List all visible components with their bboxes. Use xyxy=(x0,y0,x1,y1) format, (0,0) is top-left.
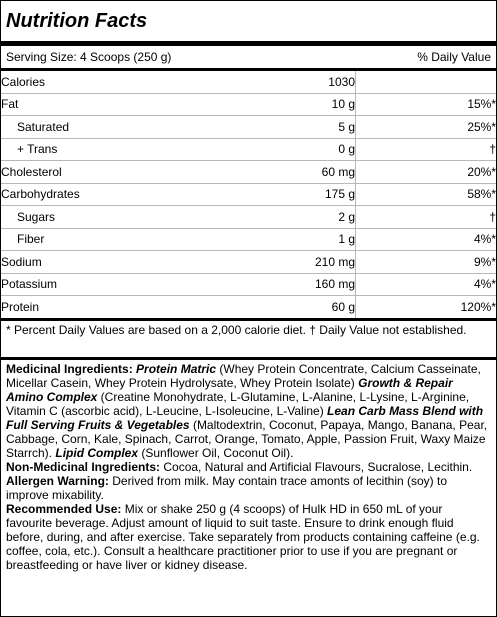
nutrient-amount: 10 g xyxy=(255,93,356,116)
carb-title: Lean Carb Mass Blend with Full Serving Fruits & Vegetables xyxy=(6,403,484,432)
nutrient-name: Fat xyxy=(1,93,255,116)
table-row xyxy=(1,206,496,229)
nutrient-dv: † xyxy=(356,138,497,161)
nutrient-dv: 58%* xyxy=(356,183,497,206)
table-row xyxy=(1,71,496,93)
nutrient-dv: 4%* xyxy=(356,273,497,296)
nutrient-amount: 5 g xyxy=(255,116,356,139)
nonmed-text: Cocoa, Natural and Artificial Flavours, Sucralose, Lecithin. xyxy=(160,459,473,474)
recommended-use xyxy=(6,502,491,572)
lipid-text: (Sunflower Oil, Coconut Oil). xyxy=(138,445,294,460)
nutrient-amount: 160 mg xyxy=(255,273,356,296)
nutrient-dv: 120%* xyxy=(460,299,496,314)
nutrient-amount: 175 g xyxy=(255,183,356,206)
table-row xyxy=(1,183,496,206)
nutrient-amount: 60 mg xyxy=(255,161,356,184)
serving-size: Serving Size: 4 Scoops (250 g) xyxy=(6,50,172,64)
nutrient-amount: 210 mg xyxy=(255,251,356,274)
nutrient-dv xyxy=(356,71,497,93)
ingredients-section xyxy=(1,357,496,574)
table-row xyxy=(1,138,496,161)
nutrient-table xyxy=(1,71,496,318)
nutrient-amount: 60 g xyxy=(255,296,356,318)
nutrient-name: Cholesterol xyxy=(1,161,255,184)
allergen-warning xyxy=(6,474,491,502)
nutrient-name: + Trans xyxy=(1,138,255,161)
table-row xyxy=(1,93,496,116)
nutrient-amount: 1030 xyxy=(255,71,356,93)
non-medicinal-ingredients xyxy=(6,460,491,474)
nutrient-name: Sodium xyxy=(1,251,255,274)
nutrient-name: Sugars xyxy=(1,206,255,229)
carb-text: (Maltodextrin, Coconut, Papaya, Mango, Banana, Pear, Cabbage, Corn, Kale, Spinach, Carrot, Orange, Tomato, Apple, Passion Fruit, Waxy Maize Starrch). xyxy=(6,417,488,460)
nutrient-amount: 2 g xyxy=(255,206,356,229)
label-title: Nutrition Facts xyxy=(1,1,496,46)
medicinal-label: Medicinal Ingredients: xyxy=(6,361,133,376)
nutrient-dv: 9%* xyxy=(356,251,497,274)
table-row xyxy=(1,161,496,184)
allergen-label: Allergen Warning: xyxy=(6,473,109,488)
lipid-title: Lipid Complex xyxy=(55,445,139,460)
nutrient-dv: 4%* xyxy=(356,228,497,251)
nutrient-amount: 0 g xyxy=(255,138,356,161)
nutrient-dv: † xyxy=(356,206,497,229)
amino-text: (Creatine Monohydrate, L-Glutamine, L-Alanine, L-Lysine, L-Arginine, Vitamin C (ascorbic acid), L-Leucine, L-Isoleucine, L-Valine) xyxy=(6,389,470,418)
nonmed-label: Non-Medicinal Ingredients: xyxy=(6,459,161,474)
nutrient-dv: 20%* xyxy=(356,161,497,184)
protein-title: Protein Matric xyxy=(136,361,217,376)
allergen-text: Derived from milk. May contain trace amonts of lecithin (soy) to improve mixability. xyxy=(6,473,448,502)
nutrient-name: Protein xyxy=(1,299,40,314)
daily-value-header: % Daily Value xyxy=(417,50,491,64)
table-row xyxy=(1,251,496,274)
nutrient-name: Carbohydrates xyxy=(1,183,255,206)
table-row xyxy=(1,273,496,296)
nutrient-name: Fiber xyxy=(1,228,255,251)
nutrient-dv: 15%* xyxy=(356,93,497,116)
nutrient-amount: 1 g xyxy=(255,228,356,251)
table-row xyxy=(1,296,496,318)
nutrient-dv: 25%* xyxy=(356,116,497,139)
medicinal-ingredients xyxy=(6,362,491,460)
table-row xyxy=(1,116,496,139)
amino-title: Growth & Repair Amino Complex xyxy=(6,375,453,404)
use-label: Recommended Use: xyxy=(6,501,122,516)
use-text: Mix or shake 250 g (4 scoops) of Hulk HD in 650 mL of your favourite beverage. Adjust amount of liquid to suit taste. Ensure to drink enough fluid before, during, and after exercise. Take separately from products containing caffeine (e.g. coffee, cola, etc.). Consult a healthcare practitioner prior to use if you are pregnant or breastfeeding or have liver or kidney disease. xyxy=(6,501,480,572)
nutrient-name: Saturated xyxy=(1,116,255,139)
serving-header xyxy=(1,46,496,71)
nutrient-name: Potassium xyxy=(1,273,255,296)
daily-value-footnote: * Percent Daily Values are based on a 2,000 calorie diet. † Daily Value not established. xyxy=(1,318,496,357)
table-row xyxy=(1,228,496,251)
nutrient-name: Calories xyxy=(1,71,255,93)
protein-text: (Whey Protein Concentrate, Calcium Casseinate, Micellar Casein, Whey Protein Hydrolysate, Whey Protein Isolate) xyxy=(6,361,481,390)
